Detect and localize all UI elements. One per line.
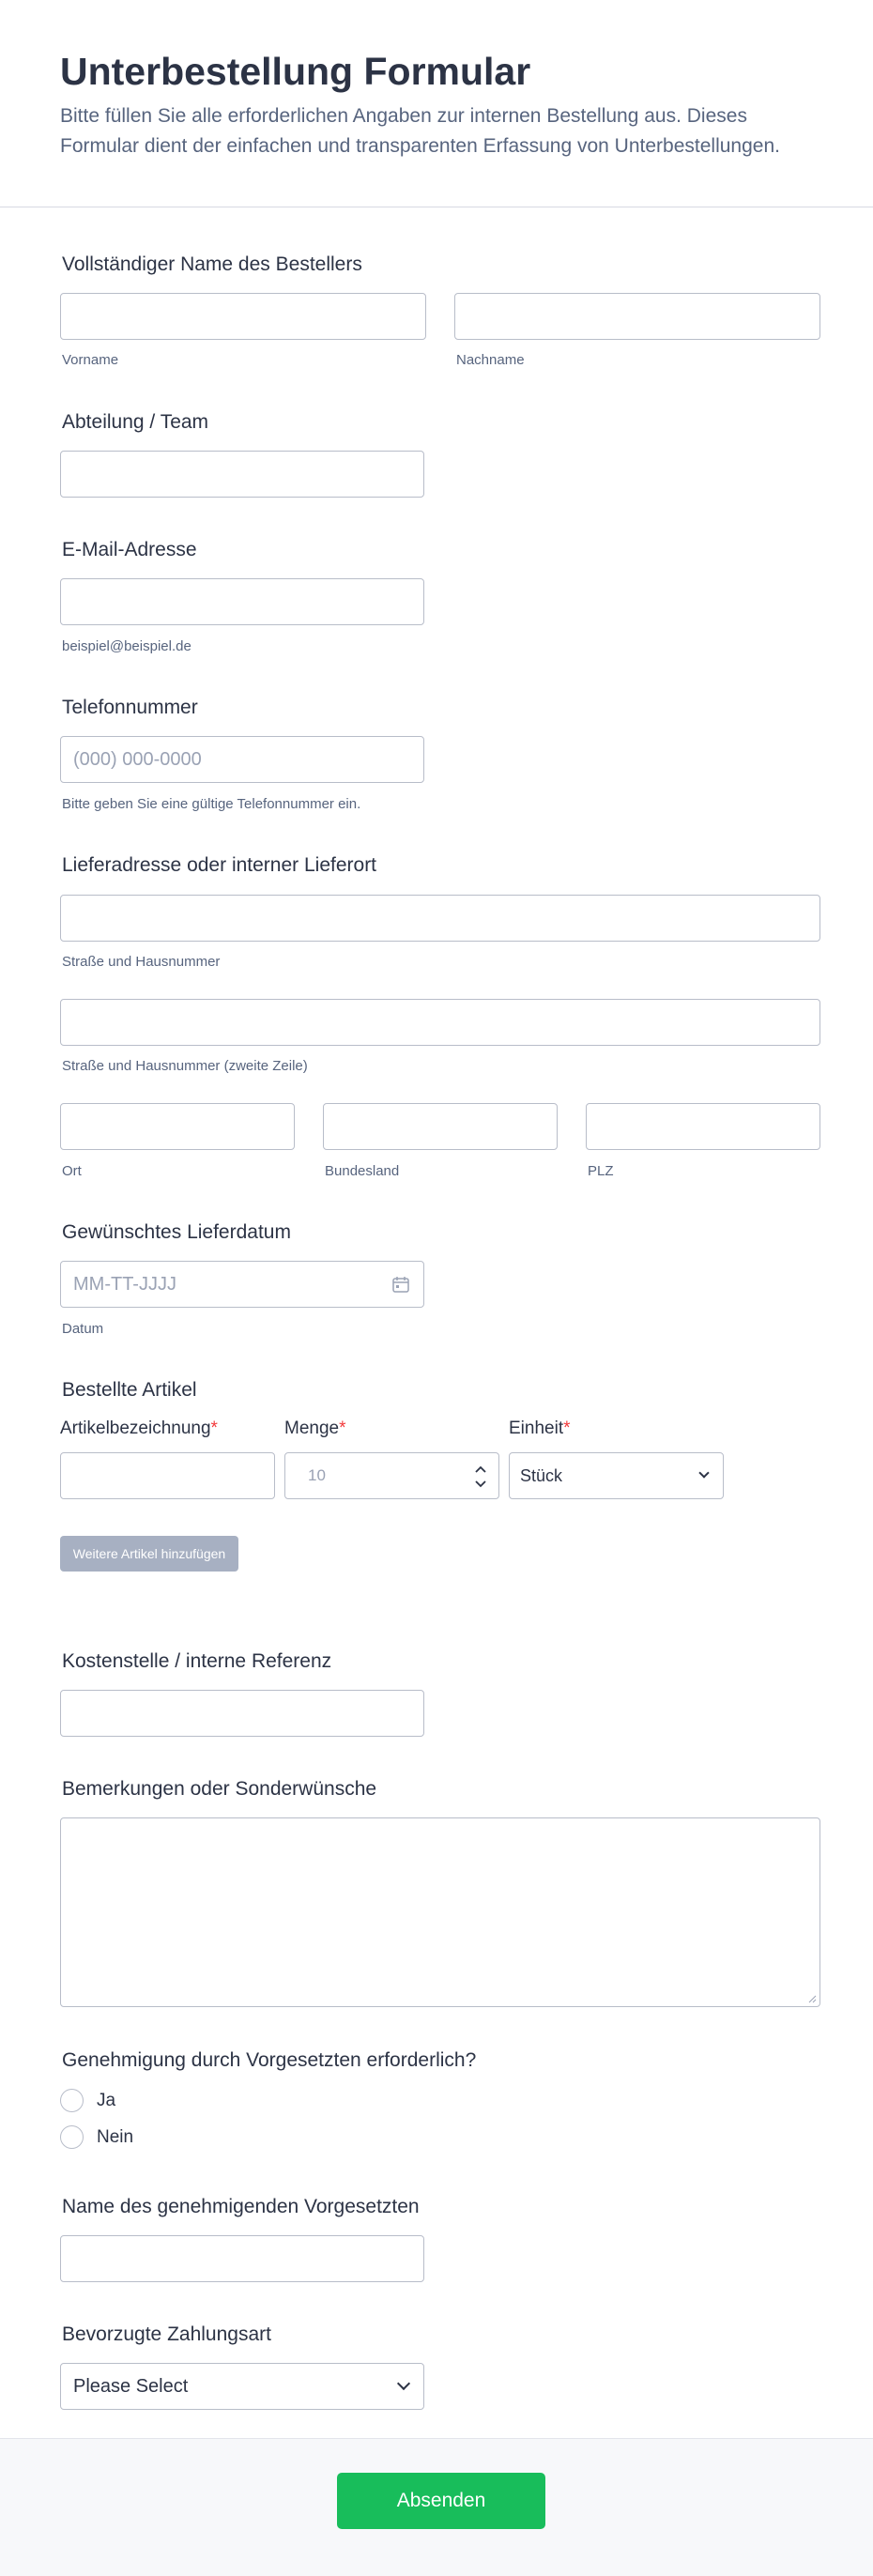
street-sublabel: Straße und Hausnummer (62, 954, 221, 970)
phone-hint: Bitte geben Sie eine gültige Telefonnummer ein. (62, 796, 361, 812)
calendar-icon[interactable] (391, 1275, 410, 1294)
city-input[interactable] (60, 1103, 295, 1150)
first-name-sublabel: Vorname (62, 352, 119, 368)
remarks-textarea[interactable] (60, 1817, 820, 2007)
radio-button[interactable] (60, 2125, 84, 2149)
item-qty-input[interactable] (284, 1452, 499, 1499)
remarks-label: Bemerkungen oder Sonderwünsche (62, 1778, 377, 1800)
item-qty-placeholder: 10 (308, 1466, 326, 1484)
radio-label: Ja (97, 2090, 116, 2110)
required-mark: * (563, 1418, 571, 1438)
item-name-header: Artikelbezeichnung* (60, 1418, 218, 1438)
last-name-sublabel: Nachname (456, 352, 525, 368)
radio-label: Nein (97, 2126, 134, 2147)
items-label: Bestellte Artikel (62, 1379, 197, 1401)
stepper-icon[interactable] (474, 1463, 487, 1491)
state-sublabel: Bundesland (325, 1163, 400, 1179)
department-input[interactable] (60, 451, 424, 498)
supervisor-label: Name des genehmigenden Vorgesetzten (62, 2196, 420, 2217)
chevron-down-icon (698, 1467, 709, 1478)
form-footer (0, 2438, 873, 2576)
payment-label: Bevorzugte Zahlungsart (62, 2323, 271, 2345)
required-mark: * (339, 1418, 346, 1438)
radio-option-yes[interactable] (60, 2089, 115, 2112)
cost-center-input[interactable] (60, 1690, 424, 1737)
cost-center-label: Kostenstelle / interne Referenz (62, 1650, 332, 1672)
delivery-date-placeholder: MM-TT-JJJJ (73, 1274, 176, 1295)
state-input[interactable] (323, 1103, 558, 1150)
email-input[interactable] (60, 578, 424, 625)
phone-label: Telefonnummer (62, 697, 198, 718)
item-unit-value: Stück (520, 1466, 563, 1485)
delivery-date-label: Gewünschtes Lieferdatum (62, 1221, 291, 1243)
required-mark: * (210, 1418, 218, 1438)
street2-input[interactable] (60, 999, 820, 1046)
item-name-input[interactable] (60, 1452, 275, 1499)
zip-sublabel: PLZ (588, 1163, 614, 1179)
radio-option-no[interactable] (60, 2125, 133, 2149)
payment-select-value: Please Select (73, 2376, 189, 2397)
form-description: Bitte füllen Sie alle erforderlichen Angaben zur internen Bestellung aus. Dieses Formular dient der einfachen und transparenten Erfassung von Unterbestellungen. (60, 105, 780, 157)
email-hint: beispiel@beispiel.de (62, 638, 191, 654)
delivery-date-hint: Datum (62, 1321, 104, 1337)
supervisor-input[interactable] (60, 2235, 424, 2282)
form-header (0, 0, 873, 207)
resize-handle-icon[interactable] (807, 1994, 817, 2003)
radio-button[interactable] (60, 2089, 84, 2112)
form-title: Unterbestellung Formular (60, 50, 531, 93)
chevron-down-icon (397, 2377, 410, 2390)
item-unit-select[interactable] (509, 1452, 724, 1499)
street-input[interactable] (60, 895, 820, 942)
city-sublabel: Ort (62, 1163, 82, 1179)
phone-input[interactable] (60, 736, 424, 783)
email-label: E-Mail-Adresse (62, 539, 197, 560)
item-qty-header: Menge* (284, 1418, 346, 1438)
submit-button[interactable]: Absenden (337, 2473, 545, 2529)
first-name-input[interactable] (60, 293, 426, 340)
item-unit-header: Einheit* (509, 1418, 571, 1438)
address-label: Lieferadresse oder interner Lieferort (62, 854, 377, 876)
payment-select[interactable] (60, 2363, 424, 2410)
last-name-input[interactable] (454, 293, 820, 340)
phone-placeholder: (000) 000-0000 (73, 749, 202, 770)
zip-input[interactable] (586, 1103, 820, 1150)
approval-label: Genehmigung durch Vorgesetzten erforderlich? (62, 2049, 477, 2071)
name-label: Vollständiger Name des Bestellers (62, 253, 362, 275)
add-item-button[interactable]: Weitere Artikel hinzufügen (60, 1536, 238, 1572)
delivery-date-input[interactable] (60, 1261, 424, 1308)
street2-sublabel: Straße und Hausnummer (zweite Zeile) (62, 1058, 308, 1074)
department-label: Abteilung / Team (62, 411, 209, 433)
